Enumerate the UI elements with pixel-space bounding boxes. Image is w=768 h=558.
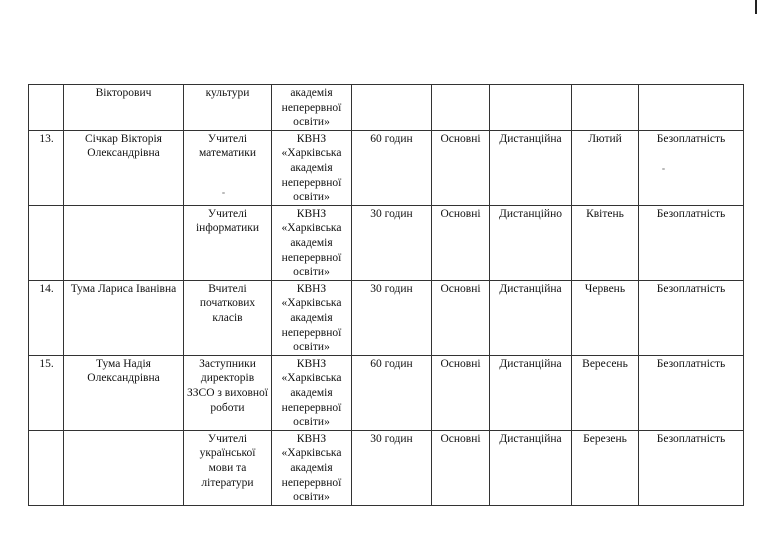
type-cell: Основні [432, 430, 490, 505]
table-row [29, 355, 744, 430]
cost-cell: Безоплатність [639, 205, 744, 280]
teacher-name-cell: Січкар Вікторія Олександрівна [64, 130, 184, 205]
teacher-name-cell: Тума Лариса Іванівна [64, 280, 184, 355]
provider-cell: КВНЗ «Харківська академія неперервної освіти» [272, 205, 352, 280]
month-cell: Березень [572, 430, 639, 505]
table-row [29, 130, 744, 205]
form-cell: Дистанційна [490, 355, 572, 430]
teacher-name-cell: Вікторович [64, 85, 184, 131]
type-cell: Основні [432, 355, 490, 430]
month-cell: Вересень [572, 355, 639, 430]
row-number-cell [29, 85, 64, 131]
audience-cell: Учителі української мови та літератури [184, 430, 272, 505]
month-cell: Лютий [572, 130, 639, 205]
form-cell [490, 85, 572, 131]
scan-edge-mark [755, 0, 757, 14]
type-cell: Основні [432, 205, 490, 280]
type-cell [432, 85, 490, 131]
type-cell: Основні [432, 130, 490, 205]
hours-cell [352, 85, 432, 131]
teacher-name-cell [64, 205, 184, 280]
row-number-cell [29, 205, 64, 280]
table-row [29, 280, 744, 355]
month-cell [572, 85, 639, 131]
audience-cell: Учителі математики [184, 130, 272, 205]
row-number-cell: 15. [29, 355, 64, 430]
cost-cell: Безоплатність [639, 280, 744, 355]
form-cell: Дистанційно [490, 205, 572, 280]
cost-cell [639, 85, 744, 131]
row-number-cell [29, 430, 64, 505]
provider-cell: КВНЗ «Харківська академія неперервної освіти» [272, 355, 352, 430]
provider-cell: академія неперервної освіти» [272, 85, 352, 131]
table-row [29, 205, 744, 280]
cost-cell: Безоплатність [639, 355, 744, 430]
provider-cell: КВНЗ «Харківська академія неперервної освіти» [272, 280, 352, 355]
courses-table [28, 84, 744, 506]
row-number-cell: 13. [29, 130, 64, 205]
hours-cell: 30 годин [352, 205, 432, 280]
form-cell: Дистанційна [490, 280, 572, 355]
row-number-cell: 14. [29, 280, 64, 355]
cost-cell: Безоплатність [639, 430, 744, 505]
audience-cell: Вчителі початкових класів [184, 280, 272, 355]
hours-cell: 60 годин [352, 130, 432, 205]
teacher-name-cell [64, 430, 184, 505]
month-cell: Червень [572, 280, 639, 355]
cost-cell: Безоплатність [639, 130, 744, 205]
audience-cell: Учителі інформатики [184, 205, 272, 280]
audience-cell: культури [184, 85, 272, 131]
month-cell: Квітень [572, 205, 639, 280]
table-row [29, 430, 744, 505]
audience-cell: Заступники директорів ЗЗСО з виховної роботи [184, 355, 272, 430]
hours-cell: 60 годин [352, 355, 432, 430]
hours-cell: 30 годин [352, 430, 432, 505]
form-cell: Дистанційна [490, 130, 572, 205]
teacher-name-cell: Тума Надія Олександрівна [64, 355, 184, 430]
provider-cell: КВНЗ «Харківська академія неперервної освіти» [272, 430, 352, 505]
form-cell: Дистанційна [490, 430, 572, 505]
provider-cell: КВНЗ «Харківська академія неперервної освіти» [272, 130, 352, 205]
type-cell: Основні [432, 280, 490, 355]
table-row [29, 85, 744, 131]
hours-cell: 30 годин [352, 280, 432, 355]
